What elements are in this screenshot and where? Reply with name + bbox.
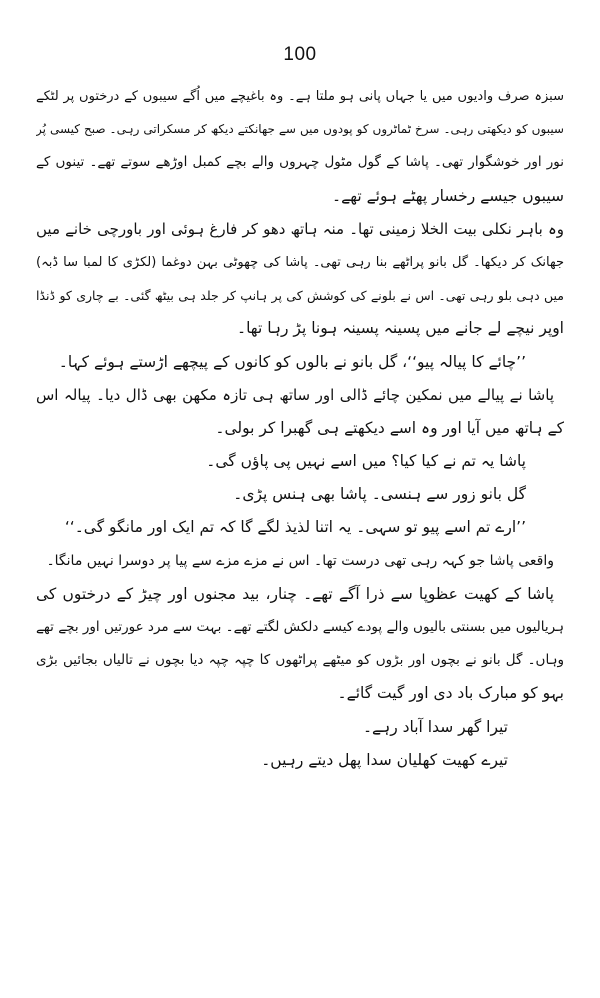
text-line-3: نور اور خوشگوار تھی۔ پاشا کے گول مٹول چہروں والے بچے کمبل اوڑھے سوتے تھے۔ تینوں کے bbox=[36, 154, 564, 171]
text-line-12: پاشا یہ تم نے کیا کیا؟ میں اسے نہیں پی پاؤں گی۔ bbox=[206, 452, 526, 471]
page-text bbox=[36, 80, 564, 777]
page-number: 100 bbox=[283, 44, 317, 65]
text-line-18: وہاں۔ گل بانو نے بچوں اور بڑوں کو میٹھے پراٹھوں کا چپہ چپہ دیا بچوں نے تالیاں بجائیں بڑی bbox=[36, 652, 564, 669]
text-line-19: بہو کو مبارک باد دی اور گیت گائے۔ bbox=[337, 684, 564, 703]
text-line-8: اوپر نیچے لے جانے میں پسینہ پسینہ ہونا پڑ رہا تھا۔ bbox=[237, 319, 564, 338]
text-line-1: سبزہ صرف وادیوں میں یا جہاں پانی ہو ملتا ہے۔ وہ باغیچے میں اُگے سیبوں کے درختوں پر لٹکے bbox=[36, 89, 564, 104]
text-line-9: ’’چائے کا پیالہ پیو‘‘، گل بانو نے بالوں کو کانوں کے پیچھے اڑستے ہوئے کہا۔ bbox=[58, 352, 526, 371]
text-line-7: میں دہی بلو رہی تھی۔ اس نے بلونے کی کوشش کی پر ہانپ کر جلد ہی بیٹھ گئی۔ بے چاری کو ڈنڈا bbox=[36, 288, 564, 304]
text-line-14: ’’ارے تم اسے پیو تو سہی۔ یہ اتنا لذیذ لگے گا کہ تم ایک اور مانگو گی۔‘‘ bbox=[64, 518, 526, 537]
verse-line-2: تیرے کھیت کھلیان سدا پھل دیتے رہیں۔ bbox=[261, 750, 508, 769]
text-line-13: گل بانو زور سے ہنسی۔ پاشا بھی ہنس پڑی۔ bbox=[233, 485, 526, 504]
text-line-10: پاشا نے پیالے میں نمکین چائے ڈالی اور ساتھ ہی تازہ مکھن بھی ڈال دیا۔ پیالہ اس bbox=[36, 385, 554, 404]
text-line-5: وہ باہر نکلی بیت الخلا زمینی تھا۔ منہ ہاتھ دھو کر فارغ ہوئی اور باورچی خانے میں bbox=[36, 219, 564, 238]
text-line-11: کے ہاتھ میں آیا اور وہ اسے دیکھتے ہی گھبرا کر بولی۔ bbox=[215, 418, 564, 437]
text-line-15: واقعی پاشا جو کہہ رہی تھی درست تھا۔ اس نے مزے مزے سے پیا پر دوسرا نہیں مانگا۔ bbox=[46, 552, 554, 569]
text-line-17: ہریالیوں میں بسنتی بالیوں والے پودے کیسے دلکش لگتے تھے۔ بہت سے مرد عورتیں اور بچے تھے bbox=[36, 619, 564, 635]
text-line-6: جھانک کر دیکھا۔ گل بانو پراٹھے بنا رہی تھی۔ پاشا کی چھوٹی بہن دوغما (لکڑی کا لمبا سا ڈبہ) bbox=[36, 254, 564, 270]
verse-line-1: تیرا گھر سدا آباد رہے۔ bbox=[362, 717, 508, 736]
text-line-16: پاشا کے کھیت عظوپا سے ذرا آگے تھے۔ چنار، بید مجنوں اور چیڑ کے درختوں کی bbox=[36, 584, 554, 603]
text-line-2: سیبوں کو دیکھتی رہی۔ سرخ ٹماٹروں کو پودوں میں سے جھانکتے دیکھ کر مسکراتی رہی۔ صبح کیسی پُر bbox=[36, 122, 564, 137]
text-line-4: سیبوں جیسے رخسار پھٹے ہوئے تھے۔ bbox=[332, 186, 564, 205]
